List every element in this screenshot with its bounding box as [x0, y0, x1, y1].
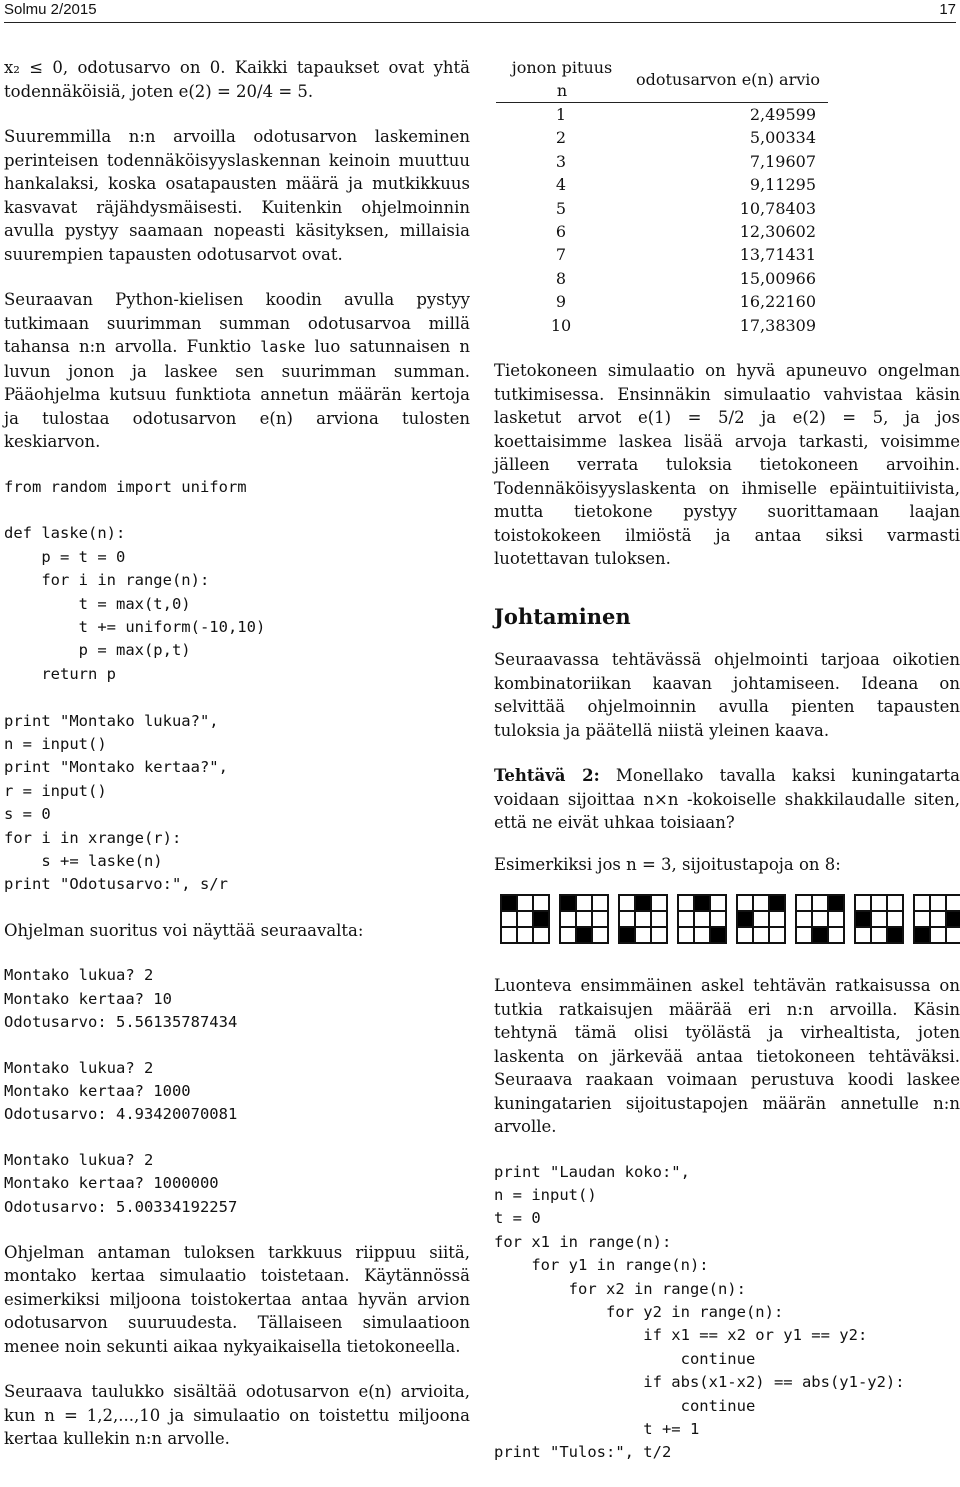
empty-square — [576, 895, 592, 911]
estimate-cell: 10,78403 — [739, 198, 817, 218]
empty-square — [694, 911, 710, 927]
empty-square — [753, 895, 769, 911]
paragraph: Suuremmilla n:n arvoilla odotusarvon laskeminen perinteisen todennäköisyyslaskennan keinoin muuttuu hankalaksi, koska osatapausten määrä ja mutkikkuus kasvavat räjähdysmäisesti. Kuitenkin ohjelmoinnin avulla pystyy saamaan nopeasti käsityksen, millaisia suurempien tapausten odotusarvot ovat. — [4, 127, 470, 264]
empty-square — [796, 911, 812, 927]
empty-square — [914, 911, 930, 927]
queen-square — [946, 911, 960, 927]
empty-square — [619, 895, 635, 911]
table-row — [496, 126, 828, 149]
length-cell: 3 — [555, 151, 567, 171]
estimate-cell: 16,22160 — [739, 292, 817, 312]
column-header: jonon pituus n — [496, 56, 626, 103]
estimate-cell: 5,00334 — [749, 128, 817, 148]
empty-square — [678, 911, 694, 927]
empty-square — [651, 927, 667, 943]
empty-square — [560, 911, 576, 927]
section-heading: Johtaminen — [494, 603, 631, 629]
empty-square — [812, 895, 828, 911]
queen-square — [737, 911, 753, 927]
queen-square — [560, 895, 576, 911]
empty-square — [678, 895, 694, 911]
paragraph: Seuraavassa tehtävässä ohjelmointi tarjoaa oikotien kombinatoriikan kaavan johtamiseen. Ideana on selvittää ohjelmoinnin avulla pienten tapausten tuloksia ja päätellä niistä yleinen kaava. — [494, 650, 960, 740]
estimate-cell: 9,11295 — [749, 175, 817, 195]
queen-square — [914, 927, 930, 943]
queen-square — [855, 911, 871, 927]
empty-square — [517, 895, 533, 911]
empty-square — [592, 895, 608, 911]
estimate-cell: 15,00966 — [739, 268, 817, 288]
empty-square — [501, 927, 517, 943]
length-cell: 4 — [555, 175, 567, 195]
length-cell: 9 — [555, 292, 567, 312]
task-paragraph: Tehtävä 2: Monellako tavalla kaksi kuningatarta voidaan sijoittaa n×n -kokoiselle shakkilaudalle siten, että ne eivät uhkaa toisiaan? — [494, 766, 960, 833]
empty-square — [517, 927, 533, 943]
queen-square — [812, 927, 828, 943]
length-cell: 5 — [555, 198, 567, 218]
chessboard — [913, 894, 960, 944]
queen-square — [828, 895, 844, 911]
paragraph: x₂ ≤ 0, odotusarvo on 0. Kaikki tapaukset ovat yhtä todennäköisiä, joten e(2) = 20/4 = 5. — [4, 58, 470, 101]
table-header-row — [496, 56, 828, 103]
page-header — [4, 0, 956, 23]
empty-square — [533, 895, 549, 911]
table-body — [496, 103, 828, 338]
queen-square — [501, 895, 517, 911]
empty-square — [753, 927, 769, 943]
paragraph: Luonteva ensimmäinen askel tehtävän ratkaisussa on tutkia ratkaisujen määrää eri n:n arvoilla. Käsin tehtynä tämä olisi työlästä ja virhealtista, joten laskenta on järkevää antaa tietokoneen tehtäväksi. Seuraava raakaan voimaan perustuva koodi laskee kuningatarien sijoitustapojen määrän annetulle n:n arvolle. — [494, 976, 960, 1137]
empty-square — [871, 911, 887, 927]
chessboard — [736, 894, 786, 944]
chessboard — [795, 894, 845, 944]
chessboard — [854, 894, 904, 944]
chessboard — [500, 894, 550, 944]
length-cell: 8 — [555, 268, 567, 288]
length-cell: 7 — [555, 245, 567, 265]
empty-square — [871, 927, 887, 943]
empty-square — [871, 895, 887, 911]
paragraph: Ohjelman suoritus voi näyttää seuraavalta: — [4, 920, 364, 940]
paragraph: Seuraavan Python-kielisen koodin avulla pystyy tutkimaan suurimman summan odotusarvoa millä tahansa n:n arvolla. Funktio laske luo satunnaisen n luvun jonon ja laskee sen suurimman summan. Pääohjelma kutsuu funktiota annetun määrän kertoja ja tulostaa odotusarvon e(n) arviona tulosten keskiarvon. — [4, 290, 470, 451]
estimate-cell: 13,71431 — [739, 245, 817, 265]
empty-square — [828, 911, 844, 927]
chessboard — [559, 894, 609, 944]
length-cell: 2 — [555, 128, 567, 148]
page-number: 17 — [939, 1, 956, 18]
empty-square — [930, 911, 946, 927]
empty-square — [828, 927, 844, 943]
empty-square — [855, 927, 871, 943]
empty-square — [737, 927, 753, 943]
empty-square — [635, 927, 651, 943]
empty-square — [710, 895, 726, 911]
queen-square — [533, 911, 549, 927]
queen-square — [576, 927, 592, 943]
left-column — [4, 56, 470, 1473]
empty-square — [678, 927, 694, 943]
empty-square — [533, 927, 549, 943]
journal-issue: Solmu 2/2015 — [4, 1, 97, 18]
empty-square — [737, 895, 753, 911]
empty-square — [592, 911, 608, 927]
code-block: print "Laudan koko:", n = input() t = 0 for x1 in range(n): for y1 in range(n): for x2 in range(n): for y2 in range(n): if x1 == x2 or y1 == y2: continue if abs(x1-x2) == abs(y1-y2): continue t += 1 print "Tulos:", t/2 — [494, 1162, 905, 1462]
chessboard — [618, 894, 668, 944]
empty-square — [651, 895, 667, 911]
task-label: Tehtävä 2: — [494, 766, 600, 786]
program-output: Montako lukua? 2 Montako kertaa? 1000000 Odotusarvo: 5.00334192257 — [4, 1150, 238, 1216]
empty-square — [887, 895, 903, 911]
table-row — [496, 290, 828, 313]
chessboard — [677, 894, 727, 944]
queen-square — [769, 895, 785, 911]
empty-square — [576, 911, 592, 927]
paragraph: Seuraava taulukko sisältää odotusarvon e(n) arvioita, kun n = 1,2,...,10 ja simulaatio on toistettu miljoona kertaa kullekin n:n arvolle. — [4, 1382, 470, 1449]
chessboard-examples — [500, 894, 960, 944]
empty-square — [855, 895, 871, 911]
empty-square — [769, 911, 785, 927]
table-row — [496, 173, 828, 196]
empty-square — [592, 927, 608, 943]
paragraph: Esimerkiksi jos n = 3, sijoitustapoja on 8: — [494, 854, 841, 874]
empty-square — [769, 927, 785, 943]
right-column — [494, 56, 960, 1487]
table-row — [496, 220, 828, 243]
empty-square — [914, 895, 930, 911]
empty-square — [619, 911, 635, 927]
empty-square — [501, 911, 517, 927]
empty-square — [946, 895, 960, 911]
empty-square — [930, 895, 946, 911]
queen-square — [694, 895, 710, 911]
empty-square — [517, 911, 533, 927]
empty-square — [887, 911, 903, 927]
estimate-cell: 17,38309 — [739, 315, 817, 335]
empty-square — [946, 927, 960, 943]
table-row — [496, 267, 828, 290]
empty-square — [812, 911, 828, 927]
empty-square — [694, 927, 710, 943]
table-row — [496, 243, 828, 266]
inline-code: laske — [260, 338, 306, 356]
paragraph: Ohjelman antaman tuloksen tarkkuus riippuu siitä, montako kertaa simulaatio toistetaan. Käytännössä esimerkiksi miljoona toistokertaa antaa hyvän arvion odotusarvon suuruudesta. Tällaiseen simulaatioon menee noin sekunti aikaa nykyaikaisella tietokoneella. — [4, 1242, 470, 1356]
length-cell: 1 — [555, 105, 567, 124]
code-block: from random import uniform def laske(n): p = t = 0 for i in range(n): t = max(t,0) t += uniform(-10,10) p = max(p,t) return p print "Montako lukua?", n = input() print "Montako kertaa?", r = input() s = 0 for i in xrange(r): s += laske(n) print "Odotusarvo:", s/r — [4, 477, 266, 894]
estimate-cell: 2,49599 — [749, 105, 817, 124]
empty-square — [796, 927, 812, 943]
program-output: Montako lukua? 2 Montako kertaa? 10 Odotusarvo: 5.56135787434 — [4, 966, 238, 1032]
empty-square — [930, 927, 946, 943]
length-cell: 6 — [555, 222, 567, 242]
queen-square — [710, 927, 726, 943]
empty-square — [651, 911, 667, 927]
queen-square — [635, 895, 651, 911]
table-row — [496, 197, 828, 220]
table-row — [496, 314, 828, 337]
column-header: odotusarvon e(n) arvio — [626, 56, 828, 103]
queen-square — [619, 927, 635, 943]
empty-square — [796, 895, 812, 911]
paragraph: Tietokoneen simulaatio on hyvä apuneuvo ongelman tutkimisessa. Ensinnäkin simulaatio vahvistaa käsin lasketut arvot e(1) = 5/2 ja e(2) = 5, ja jos koettaisimme laskea lisää arvoja tarkasti, voisimme jälleen verrata tuloksia tietokoneen arvoihin. Todennäköisyyslaskenta on ihmiselle epäintuitiivista, mutta tietokone pystyy suorittamaan laajan toistokokeen ilmiöstä ja antaa siksi varmasti luotettavan tuloksen. — [494, 361, 960, 569]
estimate-table — [496, 56, 828, 337]
estimate-cell: 7,19607 — [749, 151, 817, 171]
empty-square — [635, 911, 651, 927]
table-row — [496, 150, 828, 173]
empty-square — [753, 911, 769, 927]
estimate-cell: 12,30602 — [739, 222, 817, 242]
queen-square — [887, 927, 903, 943]
empty-square — [710, 911, 726, 927]
length-cell: 10 — [550, 315, 572, 335]
program-output: Montako lukua? 2 Montako kertaa? 1000 Odotusarvo: 4.93420070081 — [4, 1058, 238, 1124]
table-row — [496, 103, 828, 127]
empty-square — [560, 927, 576, 943]
